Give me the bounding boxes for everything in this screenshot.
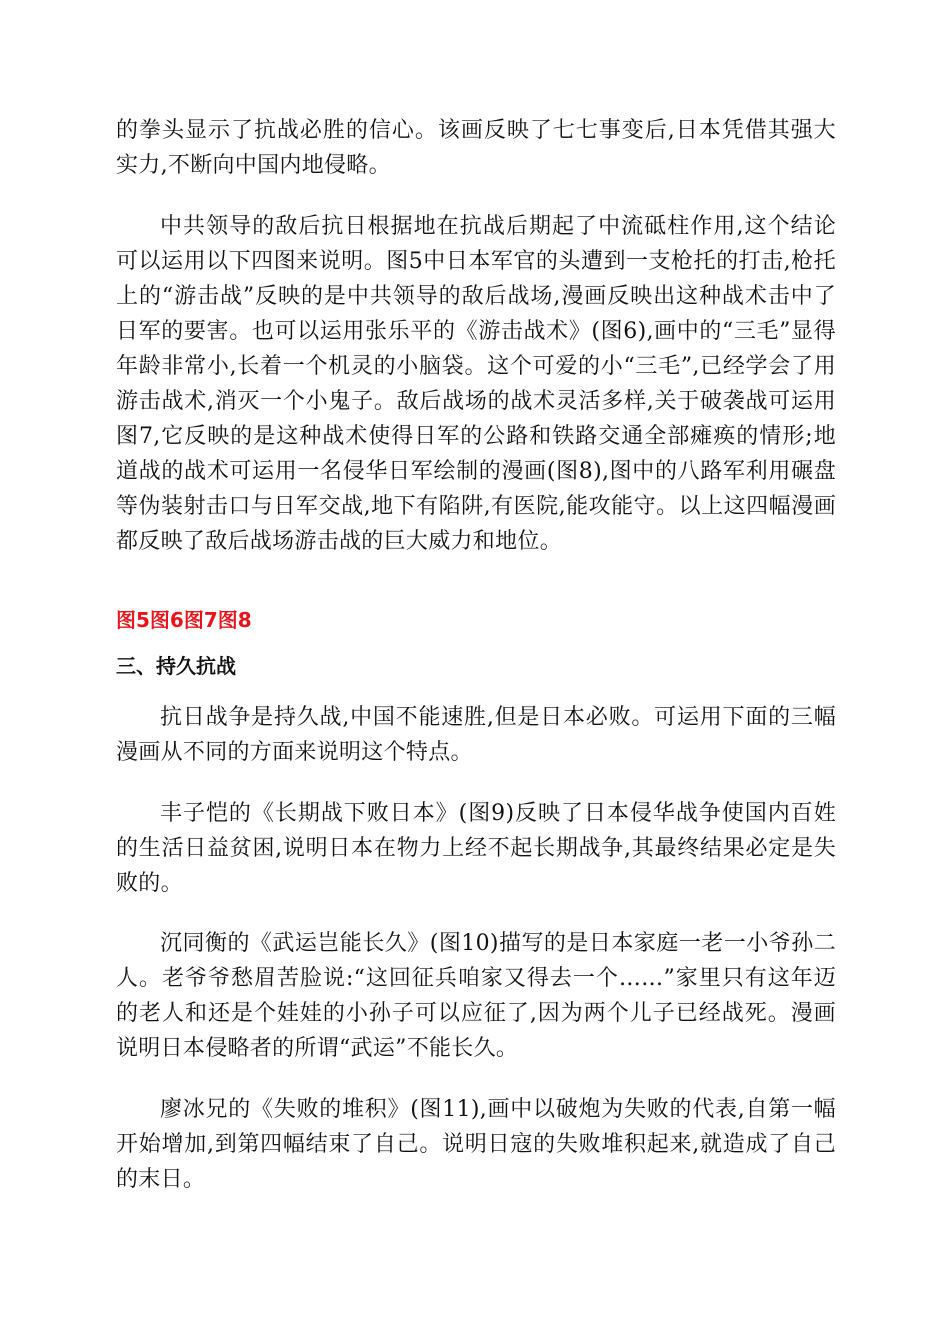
paragraph-guerrilla-warfare: 中共领导的敌后抗日根据地在抗战后期起了中流砥柱作用,这个结论可以运用以下四图来说明。图5中日本军官的头遭到一支枪托的打击,枪托上的“游击战”反映的是中共领导的敌后战场,漫画反映出这种战术击中了日军的要害。也可以运用张乐平的《游击战术》(图6),画中的“三毛”显得年龄非常小,长着一个机灵的小脑袋。这个可爱的小“三毛”,已经学会了用游击战术,消灭一个小鬼子。敌后战场的战术灵活多样,关于破袭战可运用图7,它反映的是这种战术使得日军的公路和铁路交通全部瘫痪的情形;地道战的战术可运用一名侵华日军绘制的漫画(图8),图中的八路军利用碾盘等伪装射击口与日军交战,地下有陷阱,有医院,能攻能守。以上这四幅漫画都反映了敌后战场游击战的巨大威力和地位。 [116,214,836,554]
paragraph-protracted-war: 抗日战争是持久战,中国不能速胜,但是日本必败。可运用下面的三幅漫画从不同的方面来说明这个特点。 [116,705,836,765]
paragraph-figure-11: 廖冰兄的《失败的堆积》(图11),画中以破炮为失败的代表,自第一幅开始增加,到第四幅结束了自己。说明日寇的失败堆积起来,就造成了自己的末日。 [116,1097,836,1192]
figure-labels: 图5图6图7图8 [116,608,252,632]
paragraph-figure-10: 沉同衡的《武运岂能长久》(图10)描写的是日本家庭一老一小爷孙二人。老爷爷愁眉苦脸说:“这回征兵咱家又得去一个……”家里只有这年迈的老人和还是个娃娃的小孙子可以应征了,因为两个儿子已经战死。漫画说明日本侵略者的所谓“武运”不能长久。 [116,931,836,1061]
section-heading: 三、持久抗战 [116,654,236,678]
paragraph-figure-9: 丰子恺的《长期战下败日本》(图9)反映了日本侵华战争使国内百姓的生活日益贫困,说明日本在物力上经不起长期战争,其最终结果必定是失败的。 [116,801,836,896]
paragraph-continuation: 的拳头显示了抗战必胜的信心。该画反映了七七事变后,日本凭借其强大实力,不断向中国内地侵略。 [116,118,836,178]
